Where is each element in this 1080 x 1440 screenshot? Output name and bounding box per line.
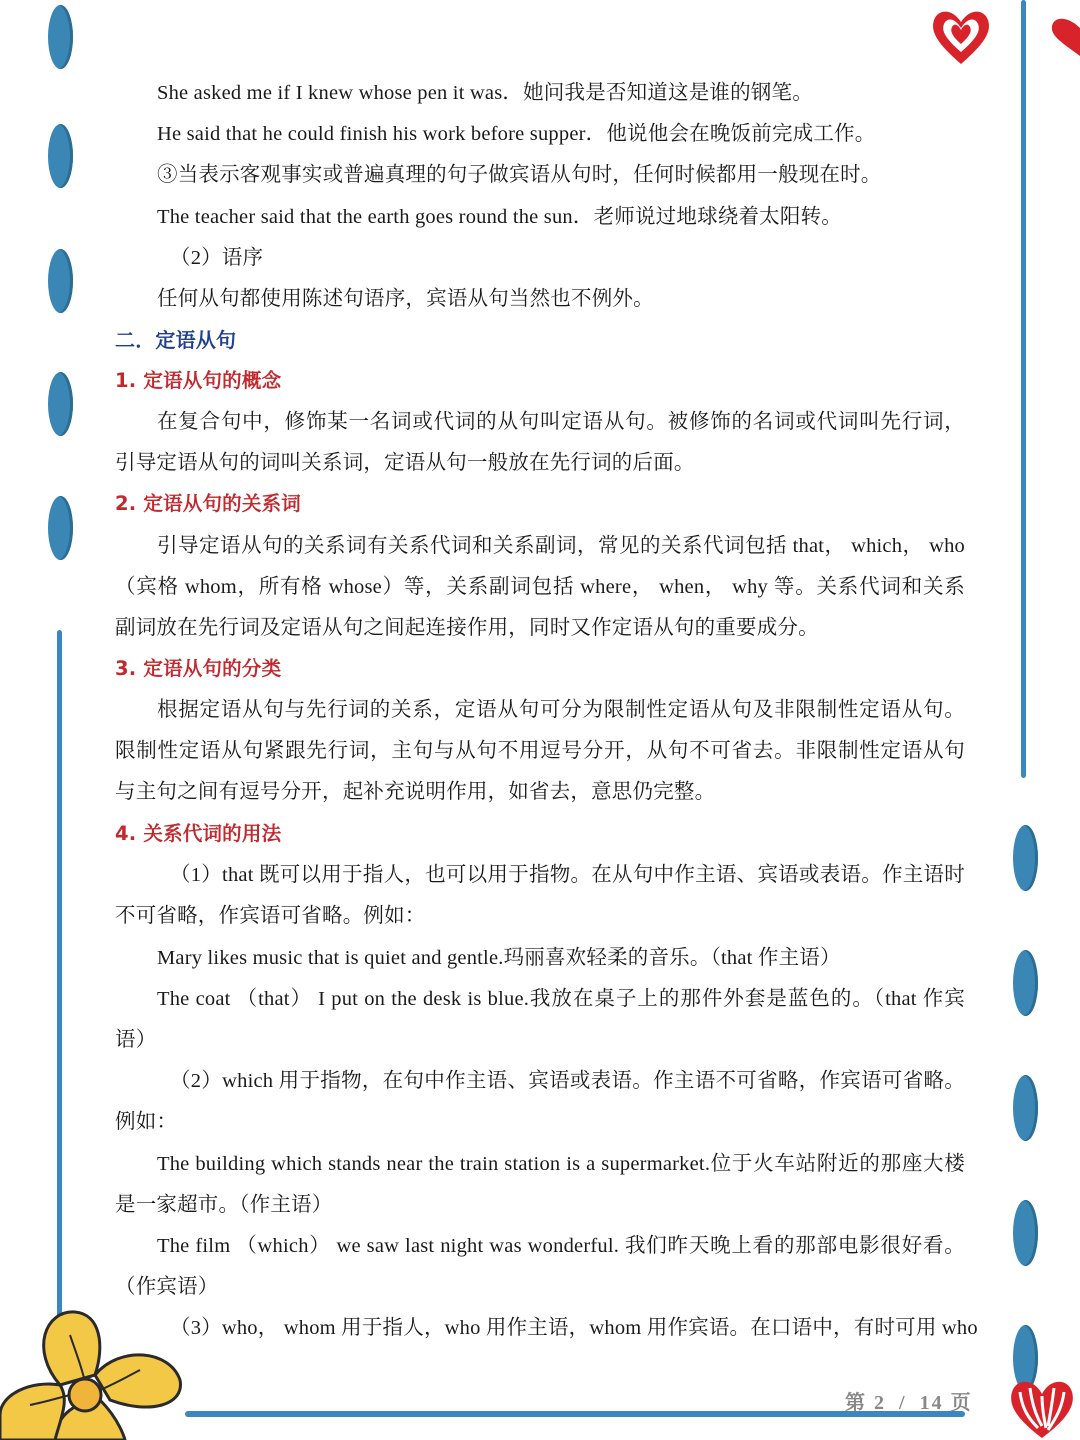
paragraph-text: （宾格 whom，所有格 whose）等，关系副词包括 where， when， why 等。关系代词和关系 <box>115 576 965 598</box>
example-sentence: The film （which） we saw last night was wonderful. 我们昨天晚上看的那部电影很好看。 <box>157 1235 965 1257</box>
paragraph-text: 例如： <box>115 1111 178 1133</box>
total-pages: 14 <box>919 1392 944 1414</box>
example-sentence: He said that he could finish his work before supper．他说他会在晚饭前完成工作。 <box>157 123 876 145</box>
paragraph-text: 限制性定语从句紧跟先行词，主句与从句不用逗号分开，从句不可省去。非限制性定语从句 <box>115 740 965 762</box>
example-sentence: The building which stands near the train station is a supermarket.位于火车站附近的那座大楼 <box>157 1153 965 1175</box>
paragraph-text: （2）which 用于指物，在句中作主语、宾语或表语。作主语不可省略，作宾语可省略。 <box>170 1070 965 1092</box>
paragraph-text: 不可省略，作宾语可省略。例如： <box>115 905 426 927</box>
subsection-heading: 4. 关系代词的用法 <box>115 822 282 845</box>
page-prefix: 第 <box>845 1392 867 1414</box>
example-sentence: 语） <box>115 1029 157 1051</box>
paragraph-text: （3）who， whom 用于指人，who 用作主语，whom 用作宾语。在口语中，有时可用 who <box>170 1317 978 1339</box>
paragraph-text: 引导定语从句的词叫关系词，定语从句一般放在先行词的后面。 <box>115 452 695 474</box>
example-sentence: The coat （that） I put on the desk is blue.我放在桌子上的那件外套是蓝色的。（that 作宾 <box>157 988 965 1010</box>
paragraph-text: （1）that 既可以用于指人，也可以用于指物。在从句中作主语、宾语或表语。作主语时 <box>170 864 965 886</box>
subsection-heading: 3. 定语从句的分类 <box>115 657 282 680</box>
example-sentence: She asked me if I knew whose pen it was．她问我是否知道这是谁的钢笔。 <box>157 82 813 104</box>
section-heading: 二．定语从句 <box>115 328 237 352</box>
paragraph-text: 在复合句中，修饰某一名词或代词的从句叫定语从句。被修饰的名词或代词叫先行词， <box>157 411 965 433</box>
example-sentence: 是一家超市。（作主语） <box>115 1194 333 1216</box>
paragraph-text: 根据定语从句与先行词的关系，定语从句可分为限制性定语从句及非限制性定语从句。 <box>157 699 965 721</box>
paragraph-text: 任何从句都使用陈述句语序，宾语从句当然也不例外。 <box>157 288 654 310</box>
example-sentence: （作宾语） <box>115 1276 219 1298</box>
example-sentence: Mary likes music that is quiet and gentle.玛丽喜欢轻柔的音乐。（that 作主语） <box>157 947 841 969</box>
current-page: 2 <box>874 1392 886 1414</box>
paragraph-text: 与主句之间有逗号分开，起补充说明作用，如省去，意思仍完整。 <box>115 781 716 803</box>
example-sentence: The teacher said that the earth goes round the sun．老师说过地球绕着太阳转。 <box>157 206 842 228</box>
paragraph-text: 副词放在先行词及定语从句之间起连接作用，同时又作定语从句的重要成分。 <box>115 617 819 639</box>
subsection-heading: 2. 定语从句的关系词 <box>115 492 301 515</box>
page-number <box>845 1386 973 1415</box>
rule-text: ③当表示客观事实或普遍真理的句子做宾语从句时，任何时候都用一般现在时。 <box>157 164 882 186</box>
subsection-heading: 1. 定语从句的概念 <box>115 369 282 392</box>
page-separator: / <box>899 1392 907 1414</box>
subsection-label: （2）语序 <box>170 247 264 269</box>
paragraph-text: 引导定语从句的关系词有关系代词和关系副词，常见的关系代词包括 that， which， who <box>157 535 965 557</box>
page-suffix: 页 <box>950 1392 973 1414</box>
